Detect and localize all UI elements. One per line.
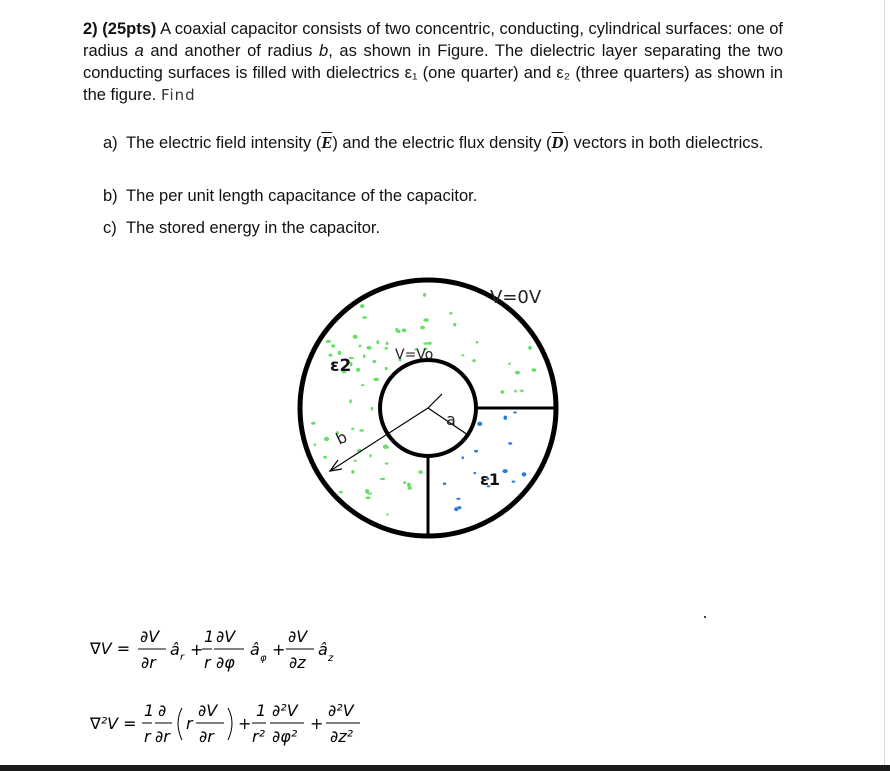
eps2-dot (360, 304, 364, 308)
lap-t2-num: ∂²V (272, 701, 298, 720)
eps2-dot (472, 359, 476, 362)
lap-t1-d-num: ∂ (158, 701, 167, 720)
eps2-dot (418, 470, 423, 474)
lap-t3-den: ∂z² (330, 727, 354, 746)
eps2-dot (371, 407, 374, 411)
eps2-dot (354, 460, 357, 462)
lap-t1-d-den: ∂r (155, 727, 170, 746)
problem-points: (25pts) (102, 20, 157, 38)
lap-t2-den: ∂φ² (272, 727, 298, 746)
eps2-dot (423, 342, 428, 344)
lap-t1-coef-num: 1 (144, 701, 155, 720)
problem-text-3: , as shown in Figure. The dielectric layer separating the two conducting surfaces is filled with dielectrics ε₁ (one quarter) and ε₂ (three quarters) as shown in the figure. (83, 42, 783, 104)
eps2-dot (386, 513, 389, 515)
part-a-text-1: The electric field intensity ( (126, 134, 322, 152)
lap-t1-coef-den: r (144, 727, 151, 746)
part-a-text-3: ) vectors in both dielectrics. (563, 134, 764, 152)
lap-plus-1: + (238, 714, 252, 733)
eps1-dot (477, 422, 482, 426)
grad-t3-sub: z (328, 653, 334, 664)
eps2-dot (461, 354, 464, 356)
outer-voltage-label: V=0V (490, 287, 542, 308)
eps1-dot (456, 498, 460, 500)
eps2-dot (423, 318, 428, 322)
right-page-edge (884, 0, 890, 771)
eps2-dot (324, 437, 329, 441)
eps2-dot (365, 489, 369, 493)
radius-b-arrowhead (330, 460, 342, 471)
eps2-dot (351, 470, 354, 474)
eps2-dot (356, 368, 360, 372)
eps1-dot (522, 472, 527, 476)
lap-t2-coef-num: 1 (256, 701, 267, 720)
grad-t1-unit: â (170, 640, 180, 659)
eps2-dot (349, 399, 352, 403)
eps2-dot (380, 478, 385, 480)
eps2-dot (362, 316, 367, 318)
eps2-dot (386, 342, 389, 346)
coaxial-figure (290, 275, 570, 545)
eps2-dot (353, 335, 358, 339)
stray-dot (704, 616, 706, 618)
eps2-dot (403, 481, 406, 484)
eps2-dot (508, 363, 511, 365)
handwritten-find: Find (160, 86, 196, 104)
eps2-dot (323, 456, 327, 459)
eps1-dot (508, 442, 512, 445)
part-b-text: The per unit length capacitance of the capacitor. (126, 187, 478, 205)
eps2-dot (359, 429, 364, 431)
eps2-dot (428, 342, 432, 345)
problem-statement (83, 18, 783, 106)
eps2-dot (520, 390, 523, 393)
part-b-label: b) (103, 187, 118, 205)
radius-b-label: b (332, 427, 350, 449)
eps2-dots (311, 293, 536, 516)
eps2-dot (449, 312, 452, 315)
grad-lhs: ∇V = (90, 639, 131, 658)
eps2-dot (515, 371, 520, 375)
bottom-bar (0, 765, 890, 771)
part-a (103, 132, 783, 154)
eps2-dot (338, 351, 341, 355)
grad-t2-sub: φ (260, 653, 267, 664)
eps2-dot (395, 328, 398, 332)
eps2-dot (367, 346, 372, 350)
eps2-dot (420, 326, 425, 330)
radius-a-line-1 (428, 394, 442, 408)
inner-voltage-label: V=Vo (395, 347, 434, 363)
grad-t2-num: ∂V (216, 628, 236, 646)
eps2-dot (423, 293, 426, 297)
part-c-text: The stored energy in the capacitor. (126, 219, 381, 237)
eps2-dot (351, 428, 354, 430)
grad-t1-den: ∂r (141, 653, 156, 672)
eps2-dot (363, 354, 365, 358)
grad-t2-coef-den: r (204, 653, 211, 672)
lap-lhs: ∇²V = (90, 714, 137, 733)
grad-t2-coef-num: 1 (204, 628, 215, 646)
problem-number: 2) (83, 20, 98, 38)
eps1-dot (454, 507, 458, 511)
eps1-dot (504, 416, 508, 420)
eps2-label: ε2 (330, 356, 352, 376)
eps1-dot (512, 481, 516, 483)
lap-t1-inner-r: r (186, 714, 193, 733)
part-b (103, 185, 783, 207)
eps2-dot (369, 454, 371, 457)
part-a-label: a) (103, 134, 118, 152)
part-c-label: c) (103, 219, 117, 237)
laplacian-equation (90, 700, 380, 756)
grad-t1-num: ∂V (140, 628, 160, 646)
radius-a-label: a (446, 410, 456, 429)
problem-text-1: A coaxial capacitor consists of two concentric, conducting, cylindrical surfaces: one of radius (83, 20, 783, 60)
eps2-dot (384, 347, 388, 350)
eps1-dot (502, 469, 507, 473)
eps2-dot (385, 367, 388, 370)
radius-b-var: b (319, 42, 329, 60)
lap-t2-coef-den: r² (252, 727, 265, 746)
eps1-dot (443, 482, 446, 485)
grad-t1-sub: r (180, 652, 185, 663)
radius-a-var: a (134, 42, 144, 60)
eps2-dot (373, 378, 379, 381)
eps2-dot (386, 447, 389, 449)
eps2-dot (331, 344, 335, 347)
eps1-label: ε1 (480, 470, 501, 489)
lap-t3-num: ∂²V (328, 701, 354, 720)
eps2-dot (339, 491, 343, 494)
lap-plus-2: + (310, 714, 324, 733)
eps1-dot (474, 450, 478, 453)
grad-t2-den: ∂φ (216, 653, 235, 672)
grad-plus-2: + (272, 640, 286, 659)
laplacian-svg (90, 700, 380, 756)
gradient-svg (90, 628, 360, 678)
lap-t1-inner-num: ∂V (198, 701, 218, 720)
lap-t1-inner-den: ∂r (199, 727, 214, 746)
grad-t3-unit: â (318, 640, 328, 659)
eps1-dot (462, 456, 465, 459)
grad-plus-1: + (190, 640, 204, 659)
eps2-dot (385, 462, 389, 464)
eps2-dot (532, 368, 537, 372)
vector-d: $\overline{D}$ (551, 133, 564, 152)
gradient-equation (90, 628, 360, 678)
part-a-text-2: ) and the electric flux density ( (332, 134, 552, 152)
eps2-dot (402, 329, 407, 333)
part-c (103, 217, 783, 239)
eps2-dot (476, 341, 479, 344)
eps2-dot (373, 360, 377, 363)
eps1-dot (513, 411, 517, 413)
eps2-dot (365, 496, 370, 499)
eps2-dot (407, 483, 411, 487)
eps2-dot (361, 384, 365, 386)
eps2-dot (314, 443, 316, 446)
eps1-dot (474, 472, 477, 474)
grad-t3-num: ∂V (288, 628, 308, 646)
grad-t3-den: ∂z (289, 653, 306, 672)
eps2-dot (359, 345, 362, 348)
eps2-dot (326, 340, 331, 343)
problem-text-2: and another of radius (143, 42, 320, 60)
eps2-dot (501, 390, 505, 393)
eps2-dot (376, 340, 379, 344)
vector-e: $\overline{E}$ (321, 133, 333, 152)
eps2-dot (453, 323, 456, 327)
grad-t2-unit: â (250, 640, 260, 659)
eps2-dot (311, 422, 315, 425)
eps2-dot (528, 346, 532, 350)
eps2-dot (514, 390, 517, 393)
